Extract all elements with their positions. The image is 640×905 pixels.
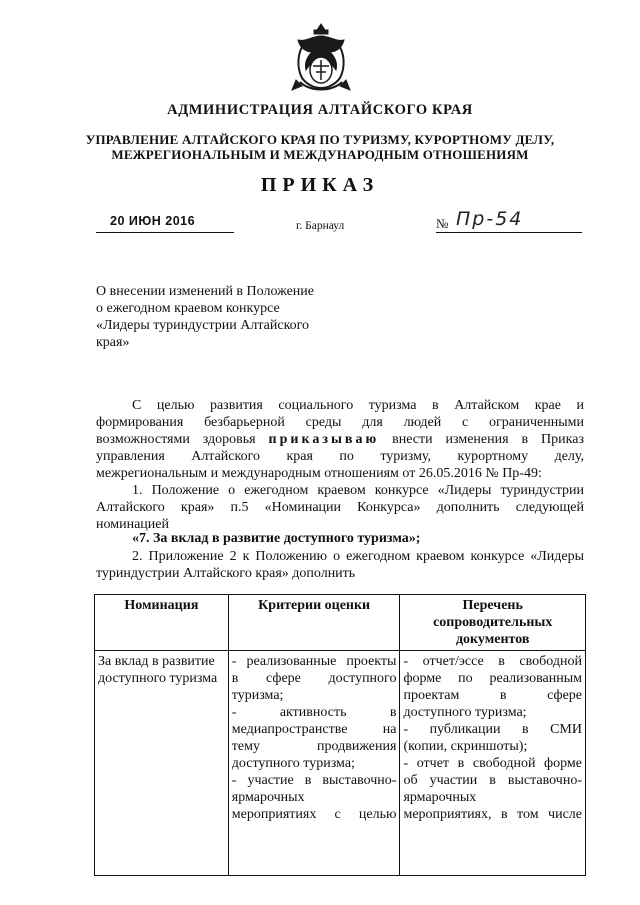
cell-line: - отчет/эссе в свободной — [403, 654, 582, 669]
cell-documents — [400, 651, 586, 876]
paragraph-line — [96, 431, 584, 448]
order-number-field — [436, 208, 582, 233]
cell-line: мероприятиях, в том числе — [403, 807, 582, 822]
paragraph-item-1 — [96, 482, 584, 533]
cell-line: в сфере доступного — [231, 671, 397, 686]
subject-line: О внесении изменений в Положение — [96, 284, 315, 299]
department-name — [60, 132, 580, 162]
paragraph-line: «7. За вклад в развитие доступного туризма»; — [132, 531, 421, 546]
paragraph-line: управления Алтайского края по туризму, курортному делу, — [96, 449, 584, 464]
paragraph-line: межрегиональным и международным отношениям от 26.05.2016 № Пр-49: — [96, 466, 542, 481]
city-label: г. Барнаул — [296, 220, 345, 232]
header-nomination: Номинация — [95, 595, 229, 651]
coat-of-arms-emblem — [290, 22, 352, 96]
order-number-handwritten: Пр-54 — [456, 208, 524, 230]
cell-line: доступного туризма; — [231, 756, 355, 771]
paragraph-line: 1. Положение о ежегодном краевом конкурсе «Лидеры туриндустрии — [132, 483, 584, 498]
number-sign: № — [436, 216, 449, 231]
agency-title: АДМИНИСТРАЦИЯ АЛТАЙСКОГО КРАЯ — [167, 102, 473, 118]
department-line-2: МЕЖРЕГИОНАЛЬНЫМ И МЕЖДУНАРОДНЫМ ОТНОШЕНИЯМ — [111, 147, 529, 162]
subject-line: о ежегодном краевом конкурсе — [96, 301, 280, 316]
paragraph-line: формирования безбарьерной среды для людей с ограниченными — [96, 415, 584, 430]
subject-line: «Лидеры туриндустрии Алтайского — [96, 318, 310, 333]
cell-criteria — [228, 651, 400, 876]
header-line: сопроводительных — [433, 615, 553, 630]
paragraph-line: 2. Приложение 2 к Положению о ежегодном краевом конкурсе «Лидеры — [132, 549, 584, 564]
cell-line: доступного туризма; — [403, 705, 527, 720]
criteria-table — [94, 594, 586, 876]
paragraph-line: туриндустрии Алтайского края» дополнить — [96, 566, 356, 581]
order-keyword: приказываю — [268, 432, 380, 447]
cell-line: ярмарочных — [231, 790, 305, 805]
header-line: Перечень — [462, 598, 523, 613]
cell-line: (копии, скриншоты); — [403, 739, 528, 754]
cell-line: За вклад в развитие — [98, 654, 215, 669]
date-field — [96, 214, 234, 233]
cell-line: - участие в выставочно- — [231, 773, 397, 788]
cell-line: - активность в — [231, 705, 397, 720]
date-stamp: 20 ИЮН 2016 — [110, 214, 196, 228]
cell-line: - публикации в СМИ — [403, 722, 582, 737]
paragraph-line: Алтайского края» п.5 «Номинации Конкурса» дополнить следующей — [96, 500, 584, 515]
table-row — [95, 651, 586, 876]
paragraph-line: номинацией — [96, 517, 169, 532]
criteria-list — [232, 653, 397, 873]
cell-line: туризма; — [231, 688, 284, 703]
cell-line: тему продвижения — [231, 739, 397, 754]
paragraph-item-2 — [96, 548, 584, 582]
text-segment: возможностями здоровья — [96, 432, 269, 447]
cell-line: медиапространстве на — [231, 722, 397, 737]
header-criteria: Критерии оценки — [228, 595, 400, 651]
documents-list — [403, 653, 582, 873]
cell-line: проектам в сфере — [403, 688, 582, 703]
document-type-title: ПРИКАЗ — [260, 174, 380, 196]
paragraph-new-nomination — [96, 530, 584, 547]
paragraph-preamble — [96, 397, 584, 482]
cell-line: доступного туризма — [98, 671, 218, 686]
cell-line: - отчет в свободной форме — [403, 756, 582, 771]
table-header-row — [95, 595, 586, 651]
cell-line: об участии в выставочно- — [403, 773, 582, 788]
header-line: документов — [455, 632, 530, 647]
cell-nomination — [95, 651, 229, 876]
department-line-1: УПРАВЛЕНИЕ АЛТАЙСКОГО КРАЯ ПО ТУРИЗМУ, КУРОРТНОМУ ДЕЛУ, — [85, 132, 555, 147]
subject-line: края» — [96, 335, 130, 350]
paragraph-line: С целью развития социального туризма в Алтайском крае и — [132, 398, 584, 413]
cell-line: - реализованные проекты — [231, 654, 397, 669]
header-documents — [400, 595, 586, 651]
text-segment: внести изменения в Приказ — [379, 432, 584, 447]
order-subject — [96, 283, 346, 351]
cell-line: ярмарочных — [403, 790, 477, 805]
cell-line: форме по реализованным — [403, 671, 582, 686]
cell-line: мероприятиях с целью — [231, 807, 397, 822]
